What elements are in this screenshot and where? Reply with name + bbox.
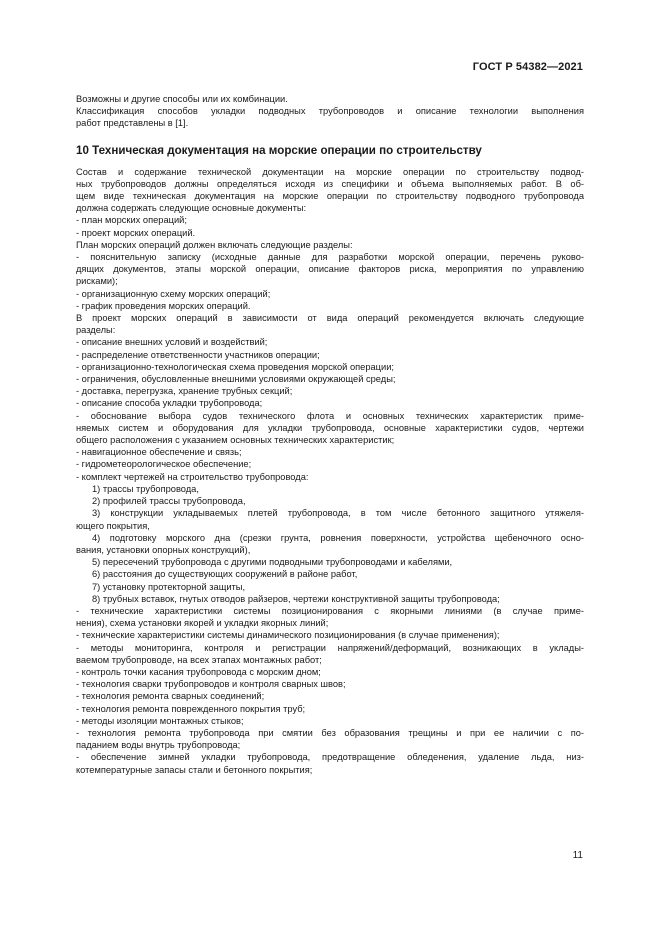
text-line: ющего покрытия,: [76, 520, 150, 531]
text-line: - навигационное обеспечение и связь;: [76, 447, 242, 458]
text-line: - комплект чертежей на строительство трубопровода:: [76, 471, 309, 482]
text-line: ваемом трубопроводе, на всех этапах монтажных работ;: [76, 654, 322, 665]
paragraph: [76, 471, 584, 483]
paragraph: [76, 300, 584, 312]
text-line: - проект морских операций.: [76, 227, 196, 238]
paragraph: [76, 93, 584, 105]
paragraph: [76, 678, 584, 690]
text-line: работ представлены в [1].: [76, 118, 189, 129]
page-number: 11: [572, 850, 583, 861]
text-line: - методы изоляции монтажных стыков;: [76, 715, 244, 726]
document-body: [76, 93, 584, 776]
text-line: разделы:: [76, 325, 116, 336]
text-line: - пояснительную записку (исходные данные для разработки морской операции, перечень руково-: [76, 252, 584, 263]
paragraph: [76, 349, 584, 361]
paragraph: [76, 288, 584, 300]
text-line: - организационную схему морских операций;: [76, 288, 271, 299]
text-line: 6) расстояния до существующих сооружений в районе работ,: [92, 569, 358, 580]
text-line: - обоснование выбора судов технического флота и основных технических характеристик приме-: [76, 410, 584, 421]
text-line: - технология ремонта трубопровода при смятии без образования трещины и при ее наличии с по-: [76, 727, 584, 738]
text-line: - методы мониторинга, контроля и регистрации напряжений/деформаций, возникающих в уклады-: [76, 642, 584, 653]
text-line: няемых систем и оборудования для укладки трубопровода, основные характеристики судов, чертежи: [76, 422, 584, 433]
paragraph: [76, 458, 584, 470]
text-line: - ограничения, обусловленные внешними условиями окружающей среды;: [76, 374, 396, 385]
text-line: - технология ремонта поврежденного покрытия труб;: [76, 703, 306, 714]
text-line: Возможны и другие способы или их комбинации.: [76, 94, 288, 104]
text-line: - график проведения морских операций.: [76, 300, 251, 311]
list-subitem: [76, 568, 584, 580]
text-line: - технические характеристики системы динамического позиционирования (в случае применения);: [76, 630, 500, 641]
list-subitem: [76, 507, 584, 531]
text-line: 1) трассы трубопровода,: [92, 483, 199, 494]
text-line: 2) профилей трассы трубопровода,: [92, 496, 246, 507]
text-line: - обеспечение зимней укладки трубопровода, предотвращение обледенения, удаление льда, низ-: [76, 752, 584, 763]
paragraph: [76, 239, 584, 251]
text-line: ных трубопроводов должны определяться исходя из специфики и объема выполняемых работ. В об-: [76, 178, 584, 189]
text-line: Классификация способов укладки подводных трубопроводов и описание технологии выполнения: [76, 106, 584, 117]
text-line: нения), схема установки якорей и укладки якорных линий;: [76, 618, 329, 629]
paragraph: [76, 642, 584, 666]
paragraph: [76, 105, 584, 129]
paragraph: [76, 410, 584, 447]
paragraph: [76, 373, 584, 385]
list-subitem: [76, 495, 584, 507]
text-line: общего расположения с указанием основных технических характеристик;: [76, 435, 395, 446]
list-subitem: [76, 581, 584, 593]
section-body: [76, 166, 584, 776]
text-line: - технология ремонта сварных соединений;: [76, 691, 265, 702]
paragraph: [76, 385, 584, 397]
list-subitem: [76, 532, 584, 556]
paragraph: [76, 690, 584, 702]
paragraph: [76, 629, 584, 641]
paragraph: [76, 166, 584, 215]
text-line: должна содержать следующие основные документы:: [76, 203, 307, 214]
text-line: дящих документов, этапы морской операции, описание факторов риска, мероприятия по управлению: [76, 264, 584, 275]
paragraph: [76, 446, 584, 458]
paragraph: [76, 727, 584, 751]
document-header: ГОСТ Р 54382—2021: [472, 61, 583, 73]
text-line: - технические характеристики системы позиционирования с якорными линиями (в случае приме-: [76, 605, 584, 616]
paragraph: [76, 605, 584, 629]
text-line: - контроль точки касания трубопровода с морским дном;: [76, 666, 321, 677]
text-line: котемпературные запасы стали и бетонного покрытия;: [76, 764, 313, 775]
paragraph: [76, 361, 584, 373]
paragraph: [76, 251, 584, 288]
text-line: - распределение ответственности участников операции;: [76, 349, 320, 360]
text-line: вания, установки опорных конструкций),: [76, 544, 251, 555]
list-subitem: [76, 483, 584, 495]
list-subitem: [76, 556, 584, 568]
text-line: - технология сварки трубопроводов и контроля сварных швов;: [76, 679, 346, 690]
text-line: 4) подготовку морского дна (срезки грунта, ровнения поверхности, устройства щебеночного осно-: [92, 532, 584, 543]
text-line: - организационно-технологическая схема проведения морской операции;: [76, 361, 394, 372]
text-line: - доставка, перегрузка, хранение трубных секций;: [76, 386, 293, 397]
paragraph: [76, 751, 584, 775]
text-line: - описание способа укладки трубопровода;: [76, 398, 263, 409]
paragraph: [76, 666, 584, 678]
paragraph: [76, 703, 584, 715]
text-line: 3) конструкции укладываемых плетей трубопровода, в том числе бетонного защитного утяжеля-: [92, 508, 584, 519]
text-line: рисками);: [76, 276, 118, 287]
paragraph: [76, 312, 584, 336]
text-line: План морских операций должен включать следующие разделы:: [76, 239, 353, 250]
intro-text: [76, 93, 584, 130]
text-line: 5) пересечений трубопровода с другими подводными трубопроводами и кабелями,: [92, 557, 453, 568]
text-line: - описание внешних условий и воздействий;: [76, 337, 268, 348]
text-line: - план морских операций;: [76, 215, 187, 226]
text-line: В проект морских операций в зависимости от вида операций рекомендуется включать следующие: [76, 313, 584, 324]
paragraph: [76, 227, 584, 239]
text-line: 8) трубных вставок, гнутых отводов райзеров, чертежи конструктивной защиты трубопровода;: [92, 593, 500, 604]
list-subitem: [76, 593, 584, 605]
text-line: Состав и содержание технической документации на морские операции по строительству подвод-: [76, 166, 584, 177]
paragraph: [76, 715, 584, 727]
paragraph: [76, 214, 584, 226]
section-heading: 10 Техническая документация на морские операции по строительству: [76, 143, 482, 157]
text-line: - гидрометеорологическое обеспечение;: [76, 459, 252, 470]
text-line: 7) установку протекторной защиты,: [92, 581, 246, 592]
paragraph: [76, 397, 584, 409]
paragraph: [76, 336, 584, 348]
text-line: щем виде техническая документация на морские операции по строительству подводного трубопровода: [76, 191, 584, 202]
text-line: паданием воды внутрь трубопровода;: [76, 740, 241, 751]
